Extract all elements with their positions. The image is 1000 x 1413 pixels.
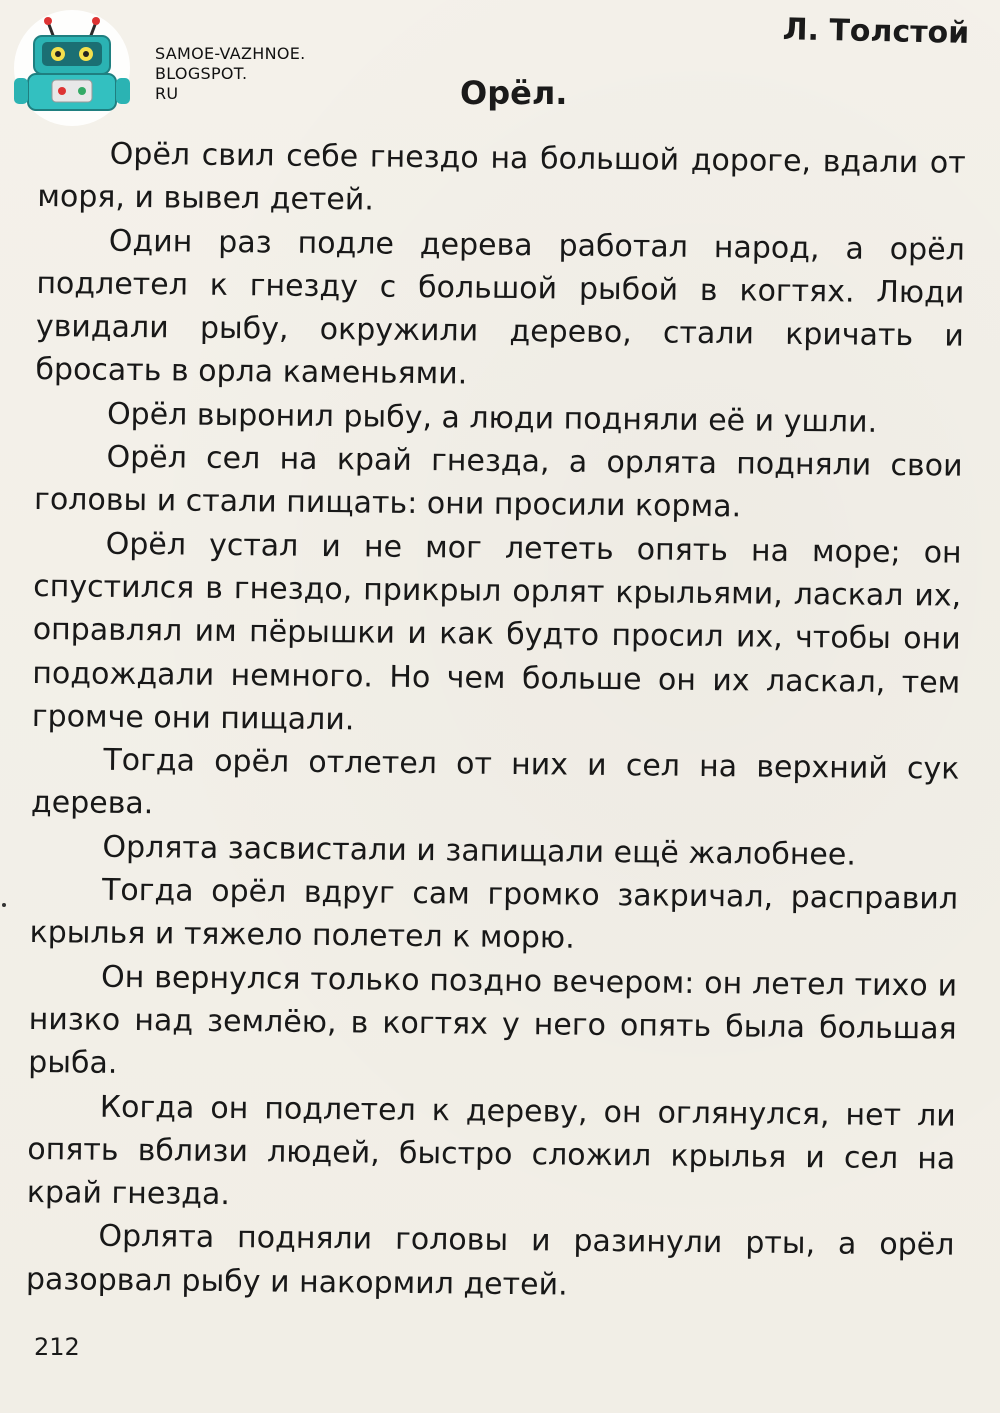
paragraph: Тогда орёл вдруг сам громко закричал, расправил крылья и тяжело полетел к морю.: [29, 872, 959, 957]
paragraph: Когда он подлетел к дереву, он оглянулся, нет ли опять вблизи людей, быстро сложил крылья и сел на край гнезда.: [26, 1089, 956, 1213]
paragraph: Один раз подле дерева работал народ, а орёл подлетел к гнезду с большой рыбой в когтях. Люди увидали рыбу, окружили дерево, стали кричать и бросать в орла каменьями.: [35, 223, 966, 392]
watermark-line-2: BLOGSPOT.: [155, 64, 248, 83]
paragraph: Орёл устал и не мог лететь опять на море; он спустился в гнездо, прикрыл орлят крыльями, ласкал их, оправлял им пёрышки и как будто просил их, чтобы они подождали немного. Но чем больше он их ласкал, тем громче они пищали.: [31, 526, 962, 738]
watermark-line-1: SAMOE-VAZHNOE.: [155, 44, 306, 63]
watermark-line-3: RU: [155, 84, 179, 103]
story-text: [26, 132, 966, 1311]
paragraph: Он вернулся только поздно вечером: он летел тихо и низко над землёю, в когтях у него опять была большая рыба.: [28, 959, 958, 1082]
watermark-text: [155, 44, 306, 104]
story-title: Орёл.: [460, 74, 568, 112]
author-name: Л. Толстой: [782, 12, 970, 51]
page-number: 212: [34, 1333, 80, 1361]
margin-dot: [2, 903, 6, 907]
paragraph: Тогда орёл отлетел от них и сел на верхний сук дерева.: [30, 742, 960, 822]
paragraph: Орёл свил себе гнездо на большой дороге, вдали от моря, и вывел детей.: [37, 136, 966, 218]
paragraph: Орлята засвистали и запищали ещё жалобнее.: [102, 829, 857, 873]
paragraph: Орёл выронил рыбу, а люди подняли её и ушли.: [106, 396, 878, 440]
paragraph: Орлята подняли головы и разинули рты, а орёл разорвал рыбу и накормил детей.: [25, 1219, 955, 1303]
paragraph: Орёл сел на край гнезда, а орлята подняли свои головы и стали пищать: они просили корма.: [33, 439, 963, 525]
robot-icon: [12, 8, 142, 128]
site-watermark: [12, 8, 342, 128]
